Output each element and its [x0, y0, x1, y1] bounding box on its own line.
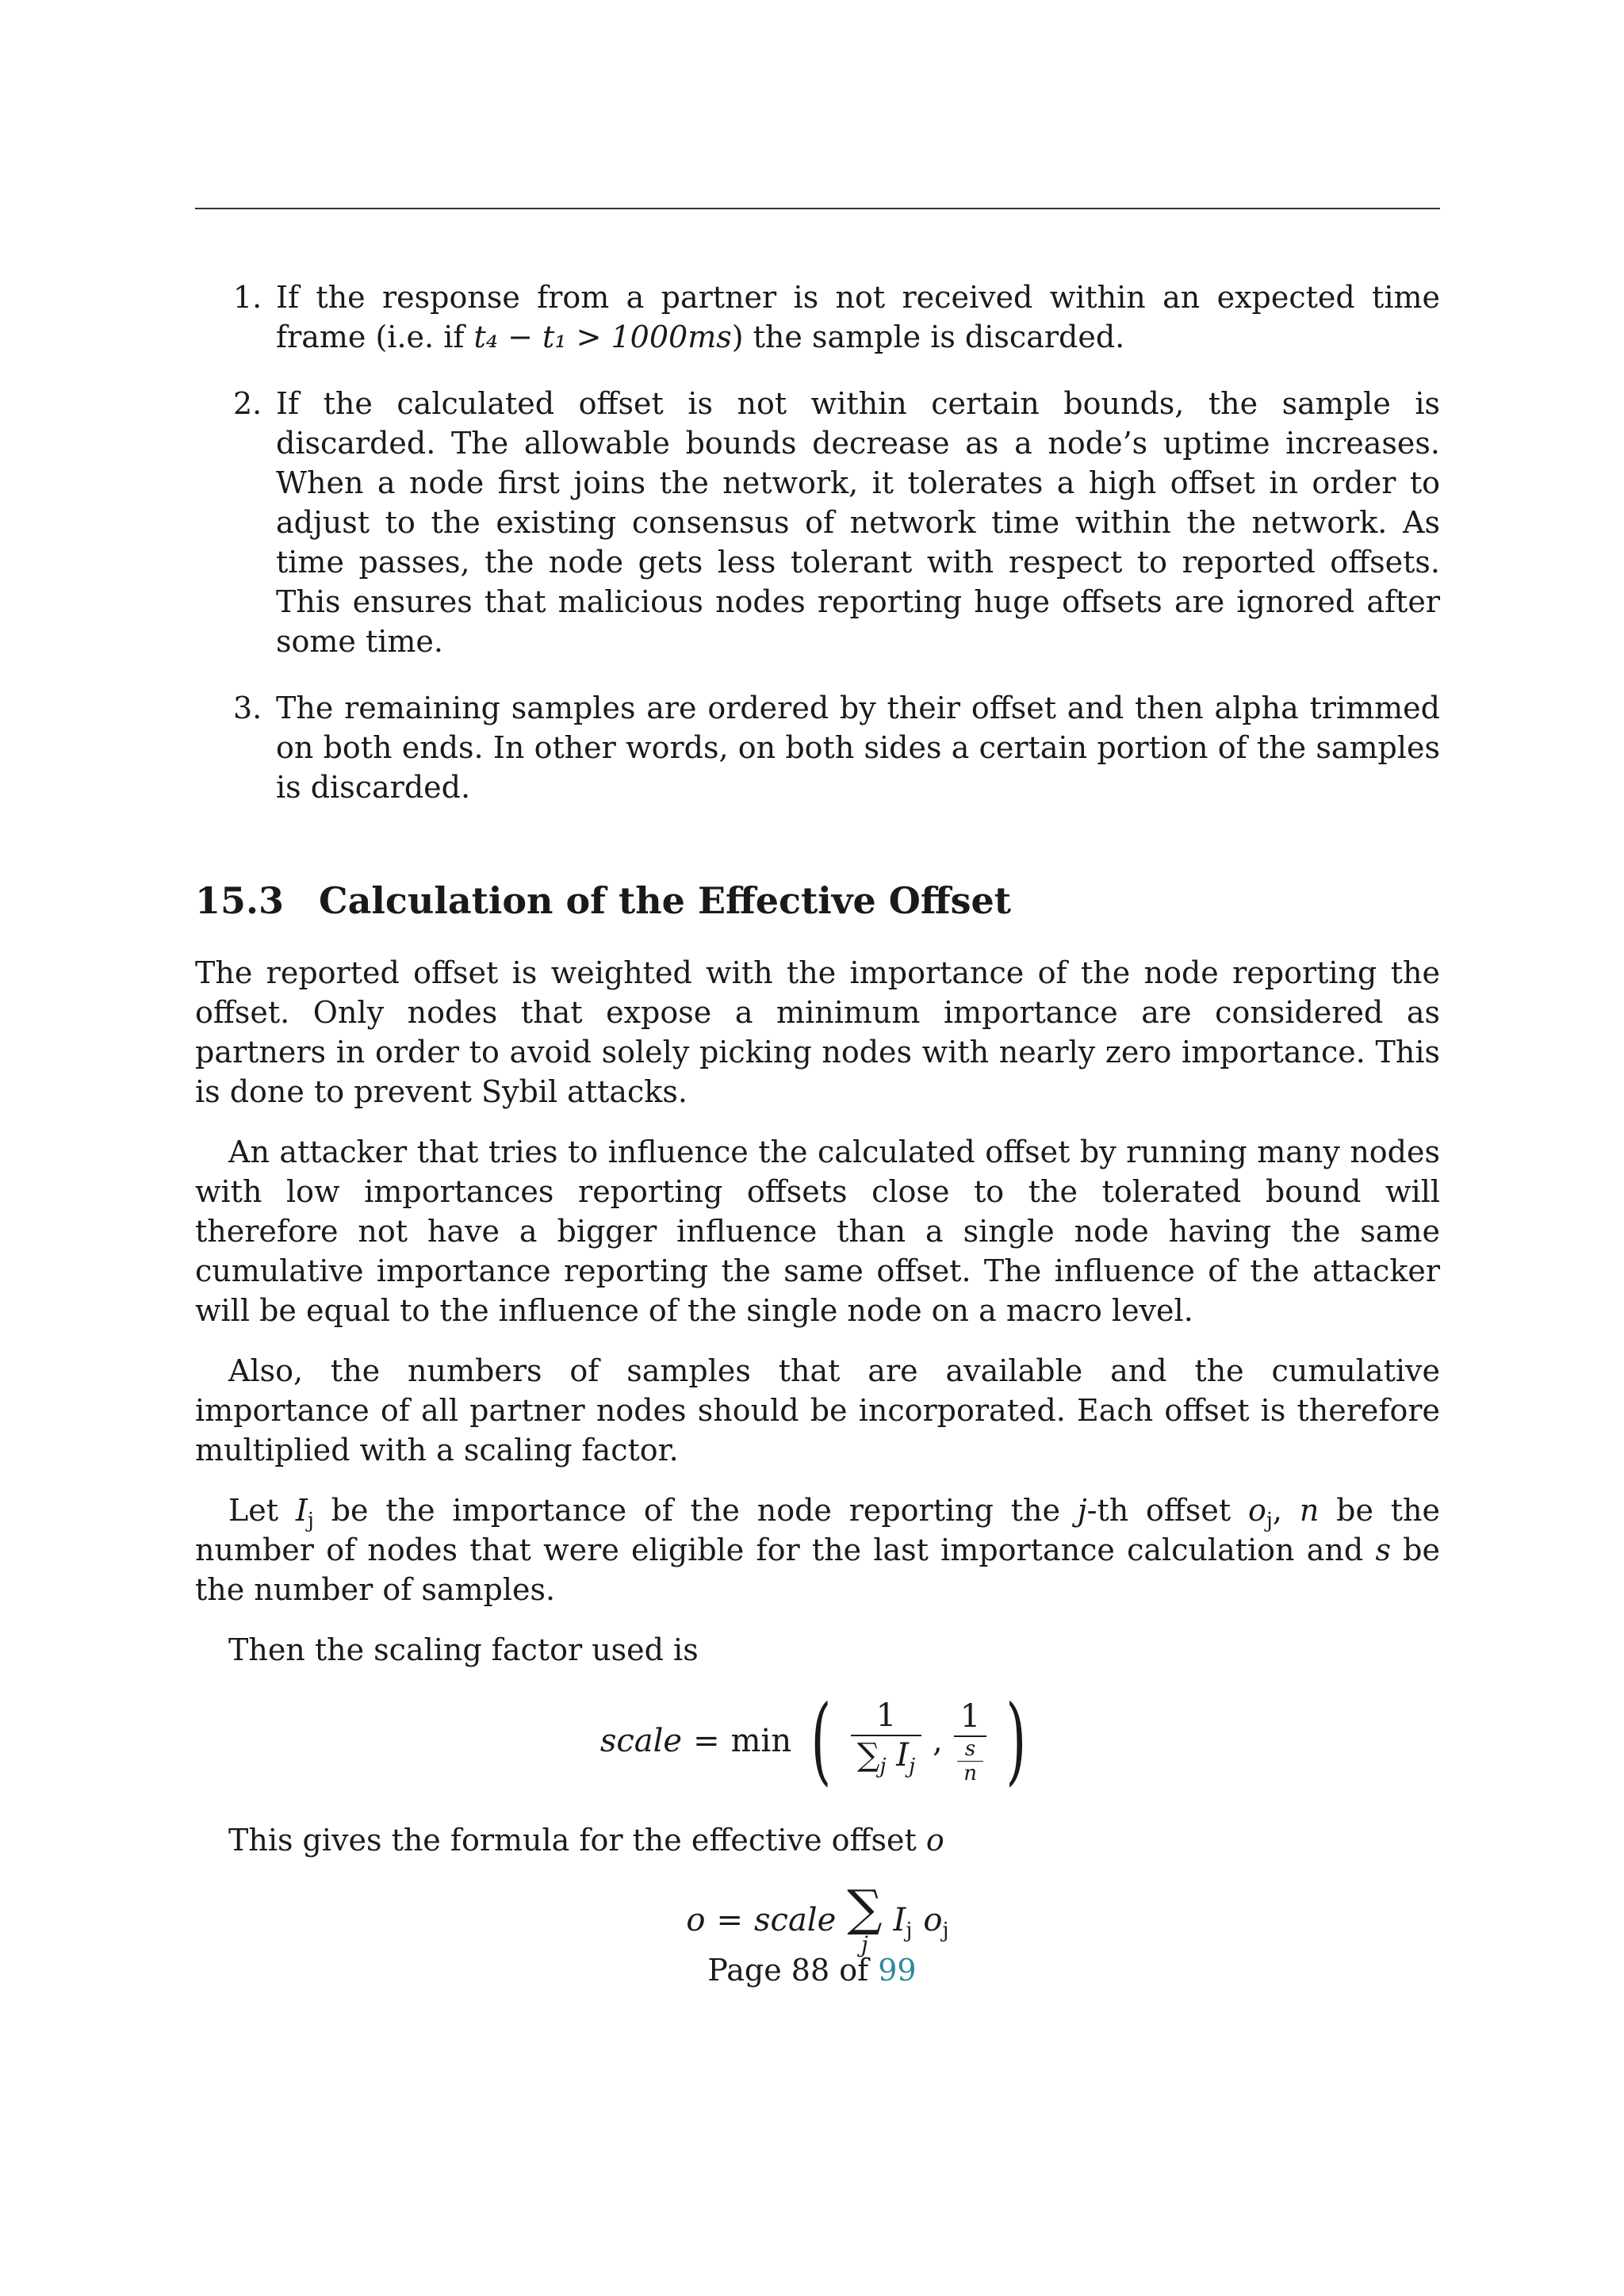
- math-n: n: [1299, 1493, 1320, 1528]
- page-footer: [0, 1950, 1624, 1990]
- header-rule: [195, 208, 1440, 209]
- sum-symbol: ∑: [856, 1737, 880, 1774]
- paragraph: The reported offset is weighted with the importance of the node reporting the offset. Only nodes that expose a minimum importance are considered as partners in order to avoid solely picking nodes with nearly zero importance. This is done to prevent Sybil attacks.: [195, 955, 1440, 1109]
- text-run: This gives the formula for the effective offset: [228, 1823, 926, 1858]
- math-scale: scale: [599, 1723, 683, 1759]
- list-item-number: 3.: [233, 691, 262, 725]
- sum-symbol: ∑: [847, 1879, 883, 1937]
- section-title: Calculation of the Effective Offset: [319, 879, 1012, 922]
- section-heading: [195, 878, 1440, 923]
- math-subscript: j: [307, 1509, 314, 1533]
- math-j: j: [1077, 1493, 1087, 1528]
- discard-rules-list: [195, 277, 1440, 807]
- text-run: be the number of samples.: [195, 1533, 1440, 1607]
- total-pages-link[interactable]: 99: [878, 1953, 917, 1988]
- text-run: be the importance of the node reporting the: [313, 1493, 1078, 1528]
- sum-index: j: [861, 1931, 868, 1957]
- paragraph: Then the scaling factor used is: [228, 1632, 699, 1667]
- page-number-text: Page 88 of: [707, 1953, 879, 1988]
- fraction-numerator: 1: [959, 1697, 981, 1735]
- math-symbol: I: [295, 1493, 308, 1528]
- paragraph: An attacker that tries to influence the calculated offset by running many nodes with low importances reporting offsets close to the tolerated bound will therefore not have a bigger influence than a single node having the same cumulative importance reporting the same offset. The influence of the attacker will be equal to the influence of the single node on a macro level.: [195, 1135, 1440, 1328]
- sum-operator: [847, 1879, 883, 1957]
- math-subscript: j: [1266, 1509, 1273, 1533]
- list-item-number: 1.: [233, 280, 262, 315]
- math-s: s: [1375, 1533, 1391, 1567]
- fraction-one-over-sum: [851, 1697, 921, 1785]
- page-content: [195, 277, 1440, 1988]
- inline-math-timeout: t₄ − t₁ > 1000ms: [473, 320, 732, 354]
- fraction-one-over-ratio: [954, 1697, 986, 1785]
- section-number: 15.3: [195, 879, 285, 922]
- math-I: [295, 1493, 314, 1533]
- list-item-text: ) the sample is discarded.: [731, 320, 1125, 354]
- list-item-number: 2.: [233, 386, 262, 421]
- list-item: [195, 688, 1440, 807]
- math-Ij: [894, 1900, 913, 1940]
- math-o: o: [925, 1823, 944, 1858]
- math-equals: =: [693, 1723, 720, 1759]
- paragraph-definitions: [195, 1490, 1440, 1609]
- math-comma: ,: [933, 1723, 943, 1759]
- fraction-numerator: s: [964, 1736, 976, 1761]
- math-subscript: j: [942, 1919, 949, 1942]
- list-item: [195, 384, 1440, 661]
- text-run: ,: [1272, 1493, 1300, 1528]
- list-item-text: The remaining samples are ordered by their offset and then alpha trimmed on both ends. In other words, on both sides a certain portion of the samples is discarded.: [276, 691, 1440, 805]
- math-symbol: o: [923, 1902, 943, 1938]
- text-run: be the number of nodes that were eligible for the last importance calculation and: [195, 1493, 1440, 1567]
- paragraph: Also, the numbers of samples that are available and the cumulative importance of all partner nodes should be incorporated. Each offset is therefore multiplied with a scaling factor.: [195, 1353, 1440, 1468]
- list-item: [195, 277, 1440, 357]
- equation-scale: [195, 1686, 1440, 1796]
- math-o: o: [686, 1902, 706, 1938]
- fraction-denominator: n: [963, 1761, 977, 1785]
- math-symbol: I: [896, 1737, 910, 1774]
- math-scale: scale: [754, 1902, 837, 1938]
- list-item-text: If the calculated offset is not within certain bounds, the sample is discarded. The allowable bounds decrease as a node’s uptime increases. When a node first joins the network, it tolerates a high offset in order to adjust to the existing consensus of network time within the network. As time passes, the node gets less tolerant with respect to reported offsets. This ensures that malicious nodes reporting huge offsets are ignored after some time.: [276, 386, 1440, 659]
- paragraph-effective-offset: [195, 1820, 1440, 1860]
- text-run: Let: [228, 1493, 296, 1528]
- math-symbol: I: [893, 1902, 906, 1938]
- math-right-paren: ): [1005, 1686, 1027, 1796]
- equation-effective-offset: [195, 1879, 1440, 1957]
- math-subscript: j: [879, 1755, 887, 1778]
- text-run: -th offset: [1086, 1493, 1248, 1528]
- fraction-denominator: [851, 1736, 921, 1785]
- fraction-s-over-n: [957, 1737, 983, 1785]
- list-item-text: If the response from a partner is not received within an expected time frame (i.e. if: [276, 280, 1440, 354]
- math-min: min: [730, 1723, 792, 1759]
- math-oj: [1247, 1493, 1273, 1533]
- fraction-numerator: 1: [875, 1697, 897, 1734]
- math-subscript: j: [906, 1919, 913, 1942]
- math-subscript: j: [909, 1755, 916, 1778]
- math-equals: =: [716, 1902, 744, 1938]
- math-symbol: o: [1247, 1493, 1266, 1528]
- math-oj: [923, 1900, 948, 1940]
- math-left-paren: (: [810, 1686, 832, 1796]
